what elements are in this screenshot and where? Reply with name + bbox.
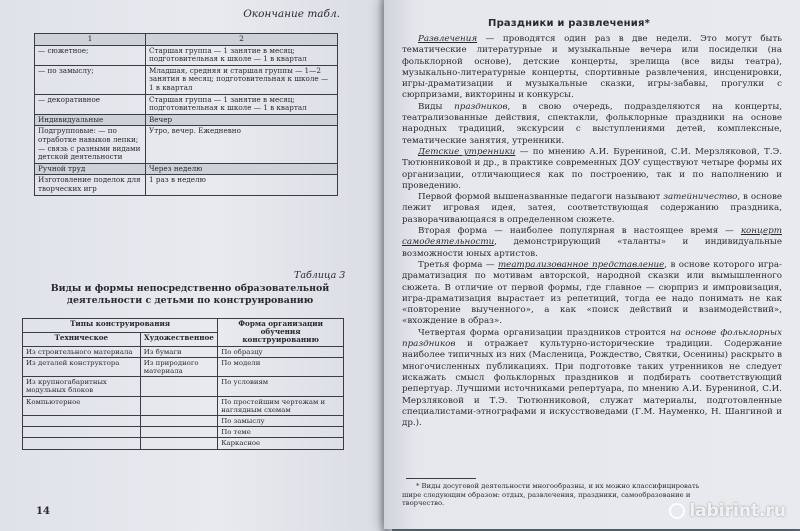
table-row	[35, 175, 338, 195]
table-cell: Каркасное	[218, 438, 344, 449]
table-cell: — по замыслу;	[35, 65, 146, 94]
table-cell: По модели	[218, 357, 344, 376]
table-cell: Подгрупповые: — по отработке навыков лепки; — связь с разными видами детской деятельности	[35, 126, 146, 163]
table-cell: Через неделю	[146, 163, 338, 175]
table-cell: 1 раз в неделю	[146, 175, 338, 195]
table-row	[23, 357, 344, 376]
section-body	[402, 34, 782, 429]
table-row	[35, 163, 338, 175]
subheader-cell: Техническое	[23, 332, 141, 346]
table-title: Виды и формы непосредственно образовательной деятельности с детьми по конструированию	[50, 283, 330, 306]
table-cell: Из бумаги	[140, 346, 217, 357]
table-header-row	[35, 34, 338, 46]
table-row	[35, 126, 338, 163]
table-cell: Утро, вечер. Ежедневно	[146, 126, 338, 163]
table-row	[35, 65, 338, 94]
table-row	[23, 427, 344, 438]
paragraph-text: Третья форма —	[418, 259, 498, 270]
table-row	[35, 114, 338, 126]
table-cell	[23, 416, 141, 427]
table-row	[23, 416, 344, 427]
term: на основе фольклорных праздников	[402, 327, 783, 350]
table-cell: Из крупногабаритных модульных блоков	[23, 377, 141, 396]
labirint-watermark	[669, 501, 786, 521]
paragraph-text: — по мнению А.И. Бурениной, С.И. Мерзляковой, Т.Э. Тютюнниковой и др., в практике современных ДОУ существуют четыре формы их организации, отличающиеся как по построению, так и по наполнению и проведению.	[402, 146, 782, 191]
paragraph-text: , демонстрирующий «таланты» и индивидуальные возможности юных артистов.	[402, 237, 782, 259]
table-cell: — сюжетное;	[35, 45, 146, 65]
paragraph-text: Вторая форма — наиболее популярная в настоящее время —	[418, 226, 741, 237]
term: концерт самодеятельности	[402, 226, 782, 248]
table-cell: Из деталей конструктора	[23, 357, 141, 376]
left-page	[0, 0, 392, 531]
table-row	[23, 377, 344, 396]
table-continuation-label: Окончание табл.	[243, 8, 340, 20]
footnote-divider	[406, 478, 476, 479]
term: Детские утренники	[418, 146, 516, 157]
table-cell: Из строительного материала	[23, 346, 141, 357]
table-cell: Изготовление поделок для творческих игр	[35, 175, 146, 195]
table-row	[35, 45, 338, 65]
table-cell: — декоративное	[35, 94, 146, 114]
header-cell: 1	[35, 34, 146, 46]
term: Развлечения	[418, 34, 478, 44]
table-cell	[23, 438, 141, 449]
form-header-cell: Форма организации обучения конструированию	[218, 319, 344, 347]
table-cell	[140, 396, 217, 415]
table-cell	[140, 377, 217, 396]
table-cell: Из природного материала	[140, 357, 217, 376]
table-cell: Вечер	[146, 114, 338, 126]
construction-table	[22, 318, 344, 450]
paragraph-text: , в основе лежит игровая идея, затея, соответствующая содержанию праздника, разворачивающаяся в определенном сюжете.	[402, 192, 783, 225]
table-row	[23, 438, 344, 449]
paragraph	[402, 260, 782, 328]
table-row	[23, 346, 344, 357]
paragraph-text: и отражает культурно-исторические традиции. Содержание наиболее типичных из них (Масленица, Рождество, Святки, Осенины) раскрыто в многочисленных публикациях. При подготовке таких утренников не следует искажать смысл фольклорных праздников и подбирать соответствующий репертуар. Лучшими источниками репертуара, по мнению А.И. Бурениной, С.И. Мерзляковой и Т.Э. Тютюнниковой, служат материалы, подготовленные специалистами-этнографами и искусствоведами (Г.М. Науменко, Н. Шангиной и др.).	[402, 339, 782, 429]
subheader-cell: Художественное	[140, 332, 217, 346]
table-cell: По теме	[218, 427, 344, 438]
paragraph-text: Виды	[418, 101, 455, 112]
table-cell: По простейшим чертежам и наглядным схемам	[218, 396, 344, 415]
page-number: 14	[36, 506, 50, 517]
paragraph-text: , в свою очередь, подразделяются на концерты, театрализованные действия, спектакли, фольклорные праздники на основе народных традиций, экскурсии с выступлениями детей, комплексные, тематические занятия, утренники.	[402, 101, 782, 146]
table-cell: По замыслу	[218, 416, 344, 427]
table-cell	[23, 427, 141, 438]
term: затейничество	[663, 192, 738, 203]
table-cell: По образцу	[218, 346, 344, 357]
term: праздников	[454, 101, 508, 112]
paragraph-text: Первой формой вышеназванные педагоги называют	[418, 192, 664, 203]
term: театрализованное представление	[497, 259, 665, 270]
header-cell: 2	[146, 34, 338, 46]
schedule-table	[34, 33, 338, 196]
paragraph	[402, 192, 782, 226]
paragraph-text: Четвертая форма организации праздников строится	[418, 327, 671, 338]
right-page	[384, 0, 800, 529]
labirint-logo-icon	[669, 503, 685, 519]
table-number-label: Таблица 3	[294, 270, 346, 281]
table-cell: По условиям	[218, 377, 344, 396]
table-cell: Младшая, средняя и старшая группы — 1—2 занятия в месяц; подготовительная к школе — 1 в квартал	[146, 65, 338, 94]
paragraph	[402, 102, 782, 147]
table-row	[35, 94, 338, 114]
table-cell: Старшая группа — 1 занятие в месяц; подготовительная к школе — 1 в квартал	[146, 45, 338, 65]
watermark-text: labirint.ru	[689, 501, 786, 521]
table-cell	[140, 427, 217, 438]
paragraph	[402, 226, 782, 260]
footnote: * Виды досуговой деятельности многообразны, и их можно классифицировать шире следующим образом: отдых, развлечения, праздники, самообразование и творчество.	[402, 482, 700, 508]
section-title: Праздники и развлечения*	[488, 18, 651, 29]
table-cell: Компьютерное	[23, 396, 141, 415]
table-cell: Индивидуальные	[35, 114, 146, 126]
table-cell: Старшая группа — 1 занятие в месяц; подготовительная к школе — 1 в квартал	[146, 94, 338, 114]
group-header-cell: Типы конструирования	[23, 319, 218, 333]
paragraph	[402, 147, 782, 192]
paragraph-text: , в основе которого игра-драматизация по мотивам авторской, народной сказки или вымышленного сюжета. В отличие от первой формы, где главное — сюрприз и импровизация, игра-драматизация вырастает из репетиций, тогда ее надо понимать не как «повторение выученного», а как «поиск действий и взаимодействий», «вхождение в образ».	[402, 259, 782, 327]
table-row	[23, 396, 344, 415]
table-cell	[140, 438, 217, 449]
paragraph	[402, 34, 782, 102]
table-cell: Ручной труд	[35, 163, 146, 175]
table-header-row	[23, 319, 344, 333]
paragraph-text: — проводятся один раз в две недели. Это могут быть тематические литературные и музыкальные вечера или посиделки (на фольклорной основе), детские концерты, зрелища (все виды театра), музыкально-литературные концерты, спортивные развлечения, инсценировки, игры-драматизации и музыкальные сказки, игры-забавы, прогулки с сюрпризами, викторины и конкурсы.	[402, 34, 782, 101]
paragraph	[402, 328, 782, 430]
table-cell	[140, 416, 217, 427]
